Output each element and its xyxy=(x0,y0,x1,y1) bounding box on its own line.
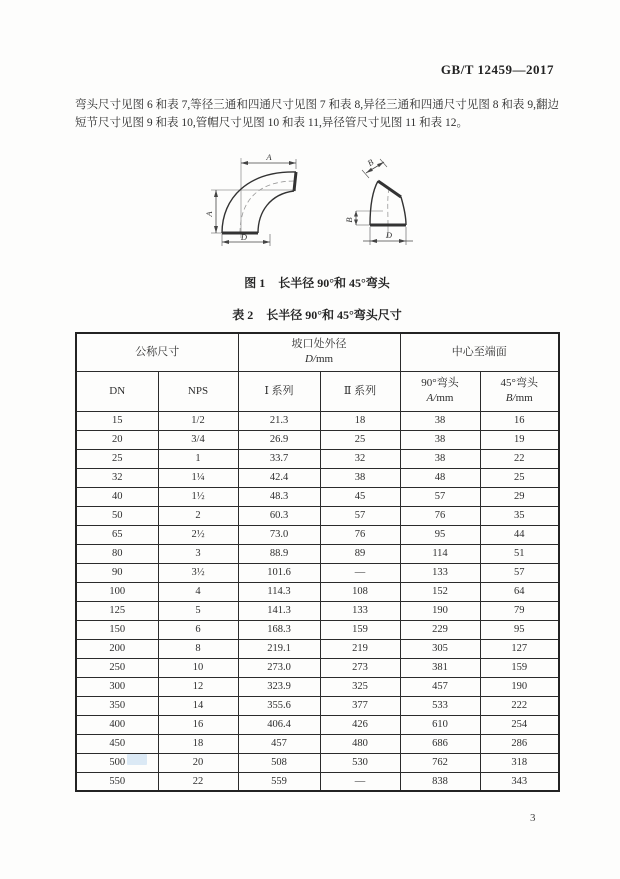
table-row xyxy=(76,696,559,715)
table-cell: 57 xyxy=(400,487,480,506)
table-cell: 1 xyxy=(158,449,238,468)
table-cell: 190 xyxy=(400,601,480,620)
table-cell: 19 xyxy=(480,430,559,449)
table-cell: 133 xyxy=(400,563,480,582)
table-cell: 1/2 xyxy=(158,411,238,430)
table-cell: 250 xyxy=(76,658,158,677)
table-row xyxy=(76,677,559,696)
table-sub-header-row xyxy=(76,371,559,411)
table-cell: 45 xyxy=(320,487,400,506)
table-cell: 610 xyxy=(400,715,480,734)
standard-number: GB/T 12459—2017 xyxy=(440,62,554,77)
table-cell: 3 xyxy=(158,544,238,563)
table-cell: 559 xyxy=(238,772,320,791)
table-cell: 79 xyxy=(480,601,559,620)
table-cell: 20 xyxy=(158,753,238,772)
table-cell: 15 xyxy=(76,411,158,430)
table-cell: 25 xyxy=(480,468,559,487)
table-cell: 32 xyxy=(320,449,400,468)
table-cell: 222 xyxy=(480,696,559,715)
table-cell: 18 xyxy=(158,734,238,753)
header-elbow-90 xyxy=(400,371,480,411)
table-cell: 26.9 xyxy=(238,430,320,449)
table-cell: 38 xyxy=(400,411,480,430)
table-cell: 406.4 xyxy=(238,715,320,734)
header-dn: DN xyxy=(76,371,158,411)
intro-paragraph: 弯头尺寸见图 6 和表 7,等径三通和四通尺寸见图 7 和表 8,异径三通和四通尺寸见图 8 和表 9,翻边短节尺寸见图 9 和表 10,管帽尺寸见图 10 和表 11,异径管尺寸见图 11 和表 12。 xyxy=(75,99,559,129)
table-cell: 42.4 xyxy=(238,468,320,487)
table-cell: 141.3 xyxy=(238,601,320,620)
table-cell: 40 xyxy=(76,487,158,506)
table-cell: 89 xyxy=(320,544,400,563)
table-cell: 838 xyxy=(400,772,480,791)
table-cell: 100 xyxy=(76,582,158,601)
table-cell: 88.9 xyxy=(238,544,320,563)
table-cell: 51 xyxy=(480,544,559,563)
header-elbow-45-text: 45°弯头 xyxy=(500,377,538,390)
table-cell: 273.0 xyxy=(238,658,320,677)
table-cell: 168.3 xyxy=(238,620,320,639)
dim-label-d: D xyxy=(240,232,248,242)
figure-caption-label: 图 1 xyxy=(244,276,266,290)
table-cell: 20 xyxy=(76,430,158,449)
table-cell: 22 xyxy=(158,772,238,791)
table-cell: 16 xyxy=(480,411,559,430)
dim-label-a-left: A xyxy=(204,211,214,217)
table-cell: 10 xyxy=(158,658,238,677)
table-cell: 3/4 xyxy=(158,430,238,449)
figure-caption xyxy=(75,274,559,291)
table-row xyxy=(76,601,559,620)
table-row xyxy=(76,449,559,468)
table-cell: 73.0 xyxy=(238,525,320,544)
header-series-1: Ⅰ 系列 xyxy=(238,371,320,411)
header-series-2: Ⅱ 系列 xyxy=(320,371,400,411)
table-cell: 127 xyxy=(480,639,559,658)
table-title xyxy=(75,306,559,323)
table-cell: 114.3 xyxy=(238,582,320,601)
table-cell: 377 xyxy=(320,696,400,715)
header-outside-diameter-unit: D/mm xyxy=(304,353,334,366)
table-cell: 457 xyxy=(238,734,320,753)
table-cell: 305 xyxy=(400,639,480,658)
table-row xyxy=(76,468,559,487)
header-elbow-90-unit: A/mm xyxy=(426,392,454,404)
table-cell: 33.7 xyxy=(238,449,320,468)
table-cell: 350 xyxy=(76,696,158,715)
table-cell: — xyxy=(320,772,400,791)
table-row xyxy=(76,715,559,734)
table-cell: 60.3 xyxy=(238,506,320,525)
figure-caption-text: 长半径 90°和 45°弯头 xyxy=(278,276,390,290)
table-cell: 12 xyxy=(158,677,238,696)
table-cell: 16 xyxy=(158,715,238,734)
table-cell: — xyxy=(320,563,400,582)
table-group-header-row xyxy=(76,333,559,371)
table-cell: 114 xyxy=(400,544,480,563)
table-row xyxy=(76,411,559,430)
table-cell: 95 xyxy=(480,620,559,639)
table-cell: 90 xyxy=(76,563,158,582)
table-row xyxy=(76,639,559,658)
table-cell: 190 xyxy=(480,677,559,696)
table-cell: 200 xyxy=(76,639,158,658)
table-cell: 8 xyxy=(158,639,238,658)
table-title-text: 长半径 90°和 45°弯头尺寸 xyxy=(266,308,402,322)
table-cell: 57 xyxy=(480,563,559,582)
table-cell: 22 xyxy=(480,449,559,468)
header-nominal-size: 公称尺寸 xyxy=(76,333,238,371)
table-cell: 18 xyxy=(320,411,400,430)
table-cell: 219 xyxy=(320,639,400,658)
table-cell: 355.6 xyxy=(238,696,320,715)
elbow-45-diagram xyxy=(343,157,458,262)
table-row xyxy=(76,563,559,582)
table-cell: 152 xyxy=(400,582,480,601)
table-cell: 426 xyxy=(320,715,400,734)
table-row xyxy=(76,506,559,525)
table-cell: 21.3 xyxy=(238,411,320,430)
table-cell: 159 xyxy=(320,620,400,639)
table-row xyxy=(76,582,559,601)
table-cell: 38 xyxy=(400,430,480,449)
table-cell: 65 xyxy=(76,525,158,544)
table-cell: 325 xyxy=(320,677,400,696)
table-cell: 5 xyxy=(158,601,238,620)
table-cell: 381 xyxy=(400,658,480,677)
table-cell: 450 xyxy=(76,734,158,753)
dim-label-a-top: A xyxy=(266,152,272,162)
table-cell: 29 xyxy=(480,487,559,506)
table-cell: 480 xyxy=(320,734,400,753)
table-cell: 150 xyxy=(76,620,158,639)
table-cell: 2 xyxy=(158,506,238,525)
table-cell: 533 xyxy=(400,696,480,715)
table-cell: 1¼ xyxy=(158,468,238,487)
table-row xyxy=(76,734,559,753)
table-cell: 500 xyxy=(76,753,158,772)
table-cell: 254 xyxy=(480,715,559,734)
header-nps: NPS xyxy=(158,371,238,411)
table-cell: 159 xyxy=(480,658,559,677)
table-row xyxy=(76,753,559,772)
table-cell: 550 xyxy=(76,772,158,791)
header-outside-diameter-text: 坡口处外径 xyxy=(291,338,347,351)
elbow-90-diagram xyxy=(193,152,318,264)
dim-label-d-45: D xyxy=(385,230,393,240)
table-cell: 323.9 xyxy=(238,677,320,696)
dim-label-b-left: B xyxy=(344,217,354,223)
table-row xyxy=(76,620,559,639)
table-row xyxy=(76,658,559,677)
table-cell: 530 xyxy=(320,753,400,772)
table-row xyxy=(76,544,559,563)
table-cell: 32 xyxy=(76,468,158,487)
table-cell: 25 xyxy=(320,430,400,449)
table-cell: 508 xyxy=(238,753,320,772)
table-cell: 3½ xyxy=(158,563,238,582)
table-cell: 2½ xyxy=(158,525,238,544)
table-cell: 76 xyxy=(400,506,480,525)
table-cell: 14 xyxy=(158,696,238,715)
header-elbow-45-unit: B/mm xyxy=(505,392,533,404)
table-cell: 6 xyxy=(158,620,238,639)
table-cell: 35 xyxy=(480,506,559,525)
table-cell: 686 xyxy=(400,734,480,753)
table-cell: 38 xyxy=(320,468,400,487)
table-cell: 76 xyxy=(320,525,400,544)
table-cell: 48.3 xyxy=(238,487,320,506)
elbow-table-body xyxy=(76,411,559,791)
table-cell: 457 xyxy=(400,677,480,696)
table-cell: 400 xyxy=(76,715,158,734)
table-row xyxy=(76,525,559,544)
table-cell: 108 xyxy=(320,582,400,601)
header-elbow-90-text: 90°弯头 xyxy=(421,377,459,390)
table-cell: 125 xyxy=(76,601,158,620)
scan-highlight-artifact xyxy=(127,754,147,765)
table-cell: 318 xyxy=(480,753,559,772)
table-cell: 273 xyxy=(320,658,400,677)
table-cell: 95 xyxy=(400,525,480,544)
header-elbow-45 xyxy=(480,371,559,411)
table-cell: 1½ xyxy=(158,487,238,506)
table-cell: 25 xyxy=(76,449,158,468)
table-row xyxy=(76,772,559,791)
table-cell: 64 xyxy=(480,582,559,601)
table-cell: 48 xyxy=(400,468,480,487)
table-cell: 133 xyxy=(320,601,400,620)
header-outside-diameter xyxy=(238,333,400,371)
table-cell: 300 xyxy=(76,677,158,696)
table-cell: 101.6 xyxy=(238,563,320,582)
dim-label-b-top: B xyxy=(365,157,376,169)
table-cell: 219.1 xyxy=(238,639,320,658)
table-cell: 80 xyxy=(76,544,158,563)
page-number: 3 xyxy=(530,812,536,824)
table-cell: 4 xyxy=(158,582,238,601)
table-cell: 229 xyxy=(400,620,480,639)
table-cell: 343 xyxy=(480,772,559,791)
table-title-label: 表 2 xyxy=(232,308,254,322)
header-center-to-end: 中心至端面 xyxy=(400,333,559,371)
table-cell: 762 xyxy=(400,753,480,772)
table-cell: 38 xyxy=(400,449,480,468)
table-cell: 57 xyxy=(320,506,400,525)
table-row xyxy=(76,487,559,506)
table-cell: 44 xyxy=(480,525,559,544)
table-cell: 286 xyxy=(480,734,559,753)
table-cell: 50 xyxy=(76,506,158,525)
table-row xyxy=(76,430,559,449)
elbow-dimensions-table xyxy=(75,332,560,792)
